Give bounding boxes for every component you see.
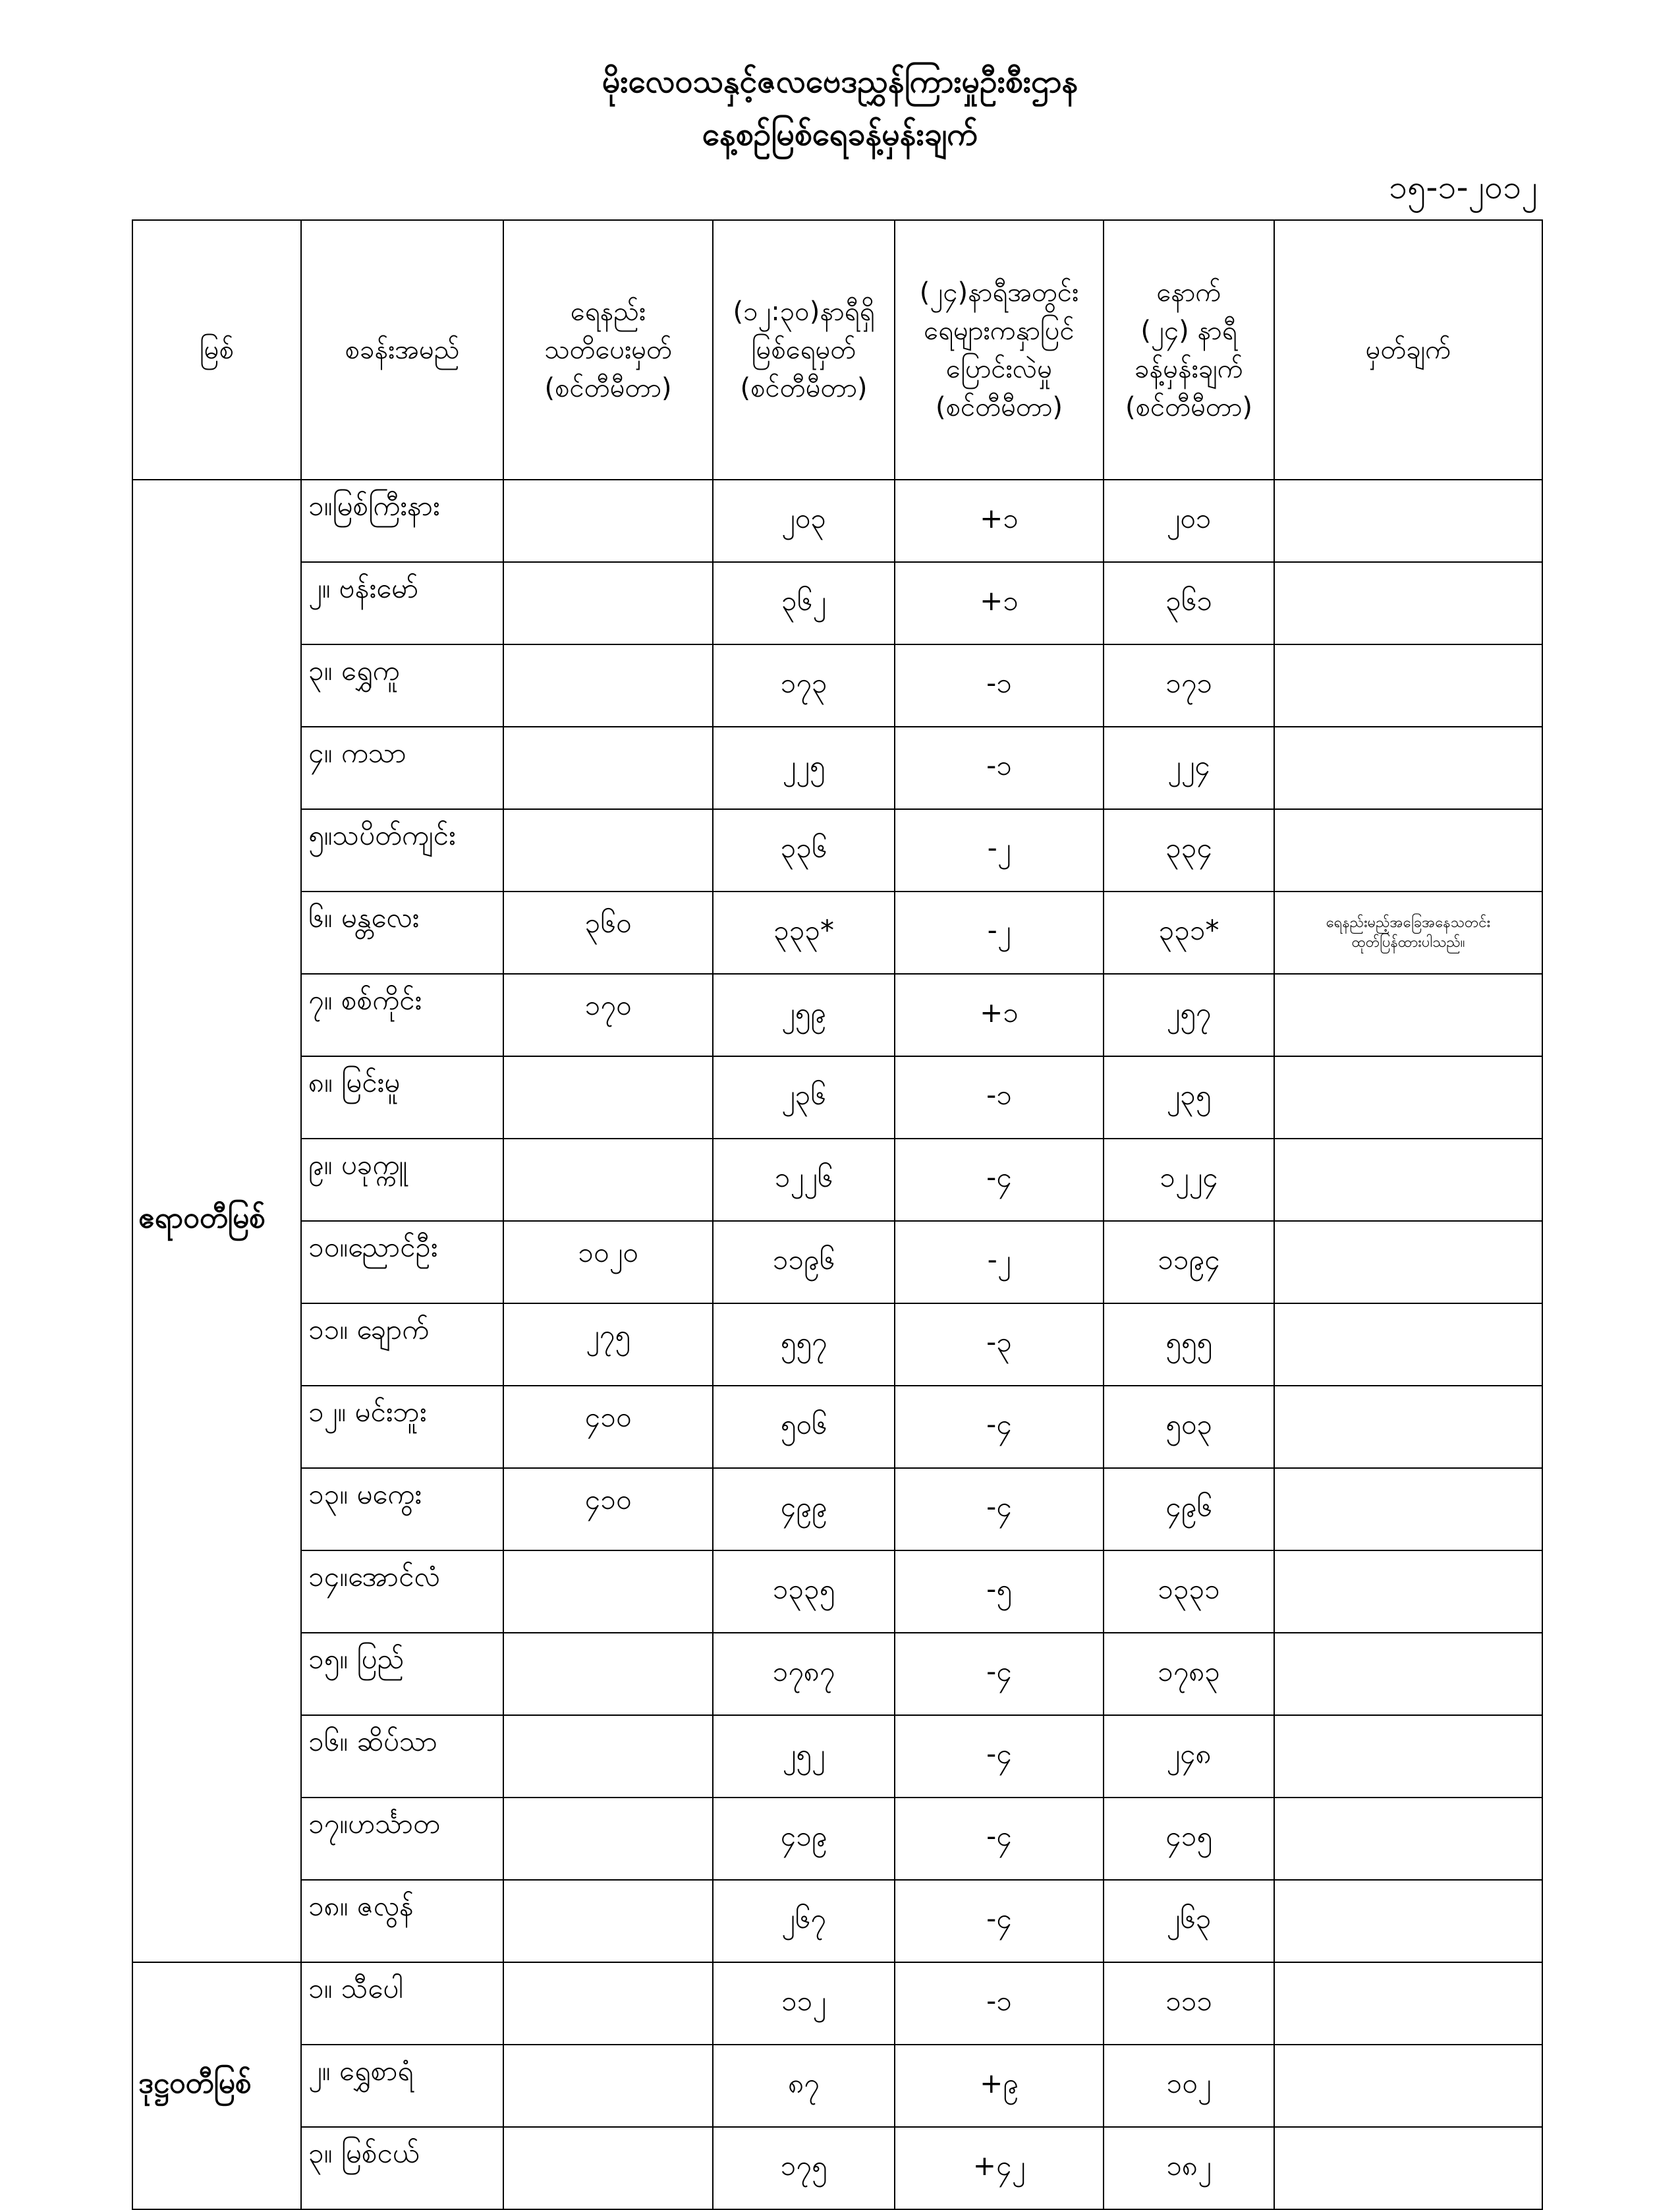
river-name: ဒုဋ္ဌဝတီမြစ် [132, 1962, 301, 2209]
station-name: ၂။ ဗန်းမော် [301, 562, 503, 644]
level-change: -၄ [895, 1386, 1104, 1468]
level-change: -၄ [895, 1139, 1104, 1221]
station-name: ၁၂။ မင်းဘူး [301, 1386, 503, 1468]
water-level: ၃၆၂ [713, 562, 895, 644]
remark [1274, 644, 1542, 727]
table-row [132, 562, 1542, 644]
remark [1274, 2045, 1542, 2127]
danger-level [503, 1056, 713, 1139]
danger-level [503, 2045, 713, 2127]
station-name: ၇။ စစ်ကိုင်း [301, 974, 503, 1056]
river-name: ဧရာဝတီမြစ် [132, 480, 301, 1962]
table-row [132, 1880, 1542, 1962]
remark [1274, 480, 1542, 562]
danger-level [503, 1139, 713, 1221]
water-level: ၂၅၉ [713, 974, 895, 1056]
water-level: ၈၇ [713, 2045, 895, 2127]
page-subtitle: နေ့စဉ်မြစ်ရေခန့်မှန်းချက် [702, 116, 978, 153]
report-date: ၁၅-၁-၂၀၁၂ [1389, 168, 1538, 206]
station-name: ၁။ သီပေါ [301, 1962, 503, 2045]
remark [1274, 1880, 1542, 1962]
station-name: ၁၅။ ပြည် [301, 1633, 503, 1715]
station-name: ၂။ ရွှေစာရံ [301, 2045, 503, 2127]
remark: ရေနည်းမည့်အခြေအနေသတင်း ထုတ်ပြန်ထားပါသည်။ [1274, 892, 1542, 974]
remark [1274, 562, 1542, 644]
forecast-level: ၂၃၅ [1104, 1056, 1274, 1139]
table-row [132, 1798, 1542, 1880]
station-name: ၃။ မြစ်ငယ် [301, 2127, 503, 2209]
forecast-level: ၃၃၁* [1104, 892, 1274, 974]
water-level: ၃၃၆ [713, 809, 895, 892]
level-change: +၁ [895, 562, 1104, 644]
level-change: -၄ [895, 1880, 1104, 1962]
remark [1274, 1221, 1542, 1303]
level-change: -၁ [895, 644, 1104, 727]
remark [1274, 1139, 1542, 1221]
table-row [132, 892, 1542, 974]
forecast-level: ၄၁၅ [1104, 1798, 1274, 1880]
danger-level: ၂၇၅ [503, 1303, 713, 1386]
forecast-level: ၁၈၂ [1104, 2127, 1274, 2209]
table-row [132, 727, 1542, 809]
forecast-level: ၂၂၄ [1104, 727, 1274, 809]
table-row [132, 974, 1542, 1056]
water-level: ၂၂၅ [713, 727, 895, 809]
level-change: -၂ [895, 892, 1104, 974]
table-row [132, 809, 1542, 892]
table-row [132, 1715, 1542, 1798]
remark [1274, 1056, 1542, 1139]
level-change: -၂ [895, 1221, 1104, 1303]
water-level: ၅၅၇ [713, 1303, 895, 1386]
col-header-water-level: (၁၂:၃၀)နာရီရှိ မြစ်ရေမှတ် (စင်တီမီတာ) [713, 220, 895, 480]
table-row [132, 1633, 1542, 1715]
level-change: -၅ [895, 1550, 1104, 1633]
remark [1274, 974, 1542, 1056]
danger-level [503, 562, 713, 644]
danger-level [503, 1715, 713, 1798]
danger-level [503, 1880, 713, 1962]
water-level: ၁၇၃ [713, 644, 895, 727]
remark [1274, 1386, 1542, 1468]
level-change: +၄၂ [895, 2127, 1104, 2209]
water-level: ၁၁၂ [713, 1962, 895, 2045]
forecast-level: ၅၅၅ [1104, 1303, 1274, 1386]
remark [1274, 1550, 1542, 1633]
table-row [132, 2045, 1542, 2127]
station-name: ၁၃။ မကွေး [301, 1468, 503, 1550]
danger-level [503, 1798, 713, 1880]
water-level: ၄၉၉ [713, 1468, 895, 1550]
level-change: -၄ [895, 1798, 1104, 1880]
water-level: ၂၅၂ [713, 1715, 895, 1798]
danger-level: ၄၁၀ [503, 1386, 713, 1468]
table-row [132, 1056, 1542, 1139]
forecast-level: ၁၇၁ [1104, 644, 1274, 727]
col-header-danger-level: ရေနည်း သတိပေးမှတ် (စင်တီမီတာ) [503, 220, 713, 480]
remark [1274, 2127, 1542, 2209]
danger-level [503, 644, 713, 727]
level-change: -၁ [895, 727, 1104, 809]
table-header-row [132, 220, 1542, 480]
forecast-level: ၁၂၂၄ [1104, 1139, 1274, 1221]
water-level: ၁၂၂၆ [713, 1139, 895, 1221]
remark [1274, 1798, 1542, 1880]
water-level: ၁၃၃၅ [713, 1550, 895, 1633]
page-title: မိုးလေဝသနှင့်ဇလဗေဒညွှန်ကြားမှုဦးစီးဌာန [602, 63, 1078, 100]
water-level: ၂၀၃ [713, 480, 895, 562]
water-level: ၁၇၈၇ [713, 1633, 895, 1715]
table-row [132, 1468, 1542, 1550]
level-change: -၁ [895, 1962, 1104, 2045]
danger-level [503, 1962, 713, 2045]
table-row [132, 1962, 1542, 2045]
water-level: ၃၃၃* [713, 892, 895, 974]
level-change: -၄ [895, 1633, 1104, 1715]
col-header-change: (၂၄)နာရီအတွင်း ရေများကနှာပြင် ပြောင်းလဲမှု (စင်တီမီတာ) [895, 220, 1104, 480]
table-row [132, 1386, 1542, 1468]
forecast-level: ၂၄၈ [1104, 1715, 1274, 1798]
table-row [132, 480, 1542, 562]
station-name: ၁။မြစ်ကြီးနား [301, 480, 503, 562]
table-row [132, 1221, 1542, 1303]
danger-level [503, 1550, 713, 1633]
danger-level: ၃၆၀ [503, 892, 713, 974]
level-change: -၄ [895, 1715, 1104, 1798]
remark [1274, 1633, 1542, 1715]
danger-level [503, 480, 713, 562]
station-name: ၁၈။ ဇလွန် [301, 1880, 503, 1962]
station-name: ၃။ ရွှေကူ [301, 644, 503, 727]
remark [1274, 727, 1542, 809]
danger-level: ၄၁၀ [503, 1468, 713, 1550]
table-body [132, 480, 1542, 2209]
forecast-level: ၂၅၇ [1104, 974, 1274, 1056]
water-level: ၂၃၆ [713, 1056, 895, 1139]
table-row [132, 2127, 1542, 2209]
col-header-forecast: နောက် (၂၄) နာရီ ခန့်မှန်းချက် (စင်တီမီတာ) [1104, 220, 1274, 480]
station-name: ၅။သပိတ်ကျင်း [301, 809, 503, 892]
danger-level: ၁၀၂၀ [503, 1221, 713, 1303]
level-change: -၂ [895, 809, 1104, 892]
water-level: ၂၆၇ [713, 1880, 895, 1962]
station-name: ၄။ ကသာ [301, 727, 503, 809]
river-forecast-table [132, 219, 1543, 2210]
level-change: +၉ [895, 2045, 1104, 2127]
water-level: ၄၁၉ [713, 1798, 895, 1880]
table-row [132, 1550, 1542, 1633]
danger-level [503, 809, 713, 892]
level-change: +၁ [895, 480, 1104, 562]
danger-level [503, 1633, 713, 1715]
danger-level [503, 727, 713, 809]
water-level: ၁၁၉၆ [713, 1221, 895, 1303]
level-change: -၃ [895, 1303, 1104, 1386]
remark [1274, 809, 1542, 892]
table-row [132, 1303, 1542, 1386]
forecast-level: ၅၀၃ [1104, 1386, 1274, 1468]
table-row [132, 1139, 1542, 1221]
water-level: ၁၇၅ [713, 2127, 895, 2209]
table-row [132, 644, 1542, 727]
forecast-level: ၃၃၄ [1104, 809, 1274, 892]
forecast-level: ၃၆၁ [1104, 562, 1274, 644]
forecast-level: ၁၇၈၃ [1104, 1633, 1274, 1715]
forecast-level: ၁၀၂ [1104, 2045, 1274, 2127]
remark [1274, 1715, 1542, 1798]
forecast-level: ၂၀၁ [1104, 480, 1274, 562]
station-name: ၁၄။အောင်လံ [301, 1550, 503, 1633]
col-header-remark: မှတ်ချက် [1274, 220, 1542, 480]
station-name: ၁၇။ဟင်္သာတ [301, 1798, 503, 1880]
level-change: -၄ [895, 1468, 1104, 1550]
forecast-level: ၁၁၁ [1104, 1962, 1274, 2045]
remark [1274, 1303, 1542, 1386]
danger-level [503, 2127, 713, 2209]
remark [1274, 1468, 1542, 1550]
forecast-level: ၂၆၃ [1104, 1880, 1274, 1962]
water-level: ၅၀၆ [713, 1386, 895, 1468]
danger-level: ၁၇၀ [503, 974, 713, 1056]
col-header-river: မြစ် [132, 220, 301, 480]
col-header-station: စခန်းအမည် [301, 220, 503, 480]
level-change: -၁ [895, 1056, 1104, 1139]
station-name: ၉။ ပခုက္ကူ [301, 1139, 503, 1221]
forecast-level: ၄၉၆ [1104, 1468, 1274, 1550]
forecast-level: ၁၃၃၁ [1104, 1550, 1274, 1633]
station-name: ၁၁။ ချောက် [301, 1303, 503, 1386]
station-name: ၁၆။ ဆိပ်သာ [301, 1715, 503, 1798]
station-name: ၁၀။ညောင်ဦး [301, 1221, 503, 1303]
station-name: ၈။ မြင်းမူ [301, 1056, 503, 1139]
forecast-level: ၁၁၉၄ [1104, 1221, 1274, 1303]
remark [1274, 1962, 1542, 2045]
level-change: +၁ [895, 974, 1104, 1056]
station-name: ၆။ မန္တလေး [301, 892, 503, 974]
